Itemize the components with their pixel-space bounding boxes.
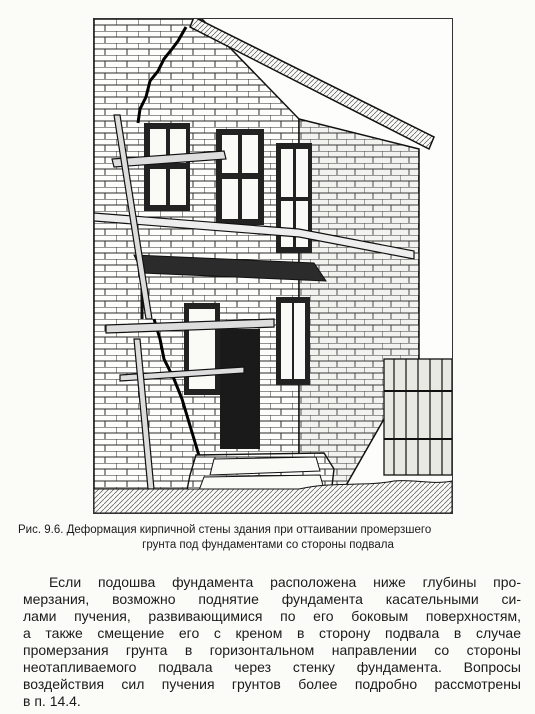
caption-line: грунта под фундаментами со стороны подвала (142, 539, 394, 551)
paragraph-line: лами пучения, развивающимися по его боковым поверхностям, (23, 608, 521, 624)
paragraph-line: промерзания грунта в горизонтальном направлении со стороны (23, 642, 521, 658)
front-brick-wall (94, 19, 299, 489)
paragraph-line: мерзания, возможно поднятие фундамента касательными си- (23, 591, 521, 607)
upper-middle-window (216, 129, 264, 225)
lower-window (276, 297, 310, 385)
wooden-fence (384, 359, 452, 475)
figure-caption (18, 523, 518, 553)
paragraph-line: а также смещение его с креном в сторону подвала в случае (23, 625, 521, 641)
paragraph-line: в п. 14.4. (23, 693, 81, 709)
body-paragraph (23, 574, 521, 710)
paragraph-line: Если подошва фундамента расположена ниже глубины про- (49, 574, 521, 590)
paragraph-line: воздействия сил пучения грунтов более подробно рассмотрены (23, 676, 521, 692)
upper-left-window (144, 123, 190, 211)
building-illustration (93, 18, 453, 514)
caption-line: Рис. 9.6. Деформация кирпичной стены здания при оттаивании промерзшего (18, 524, 432, 536)
paragraph-line: неотапливаемого подвала через стенку фундамента. Вопросы (23, 659, 521, 675)
